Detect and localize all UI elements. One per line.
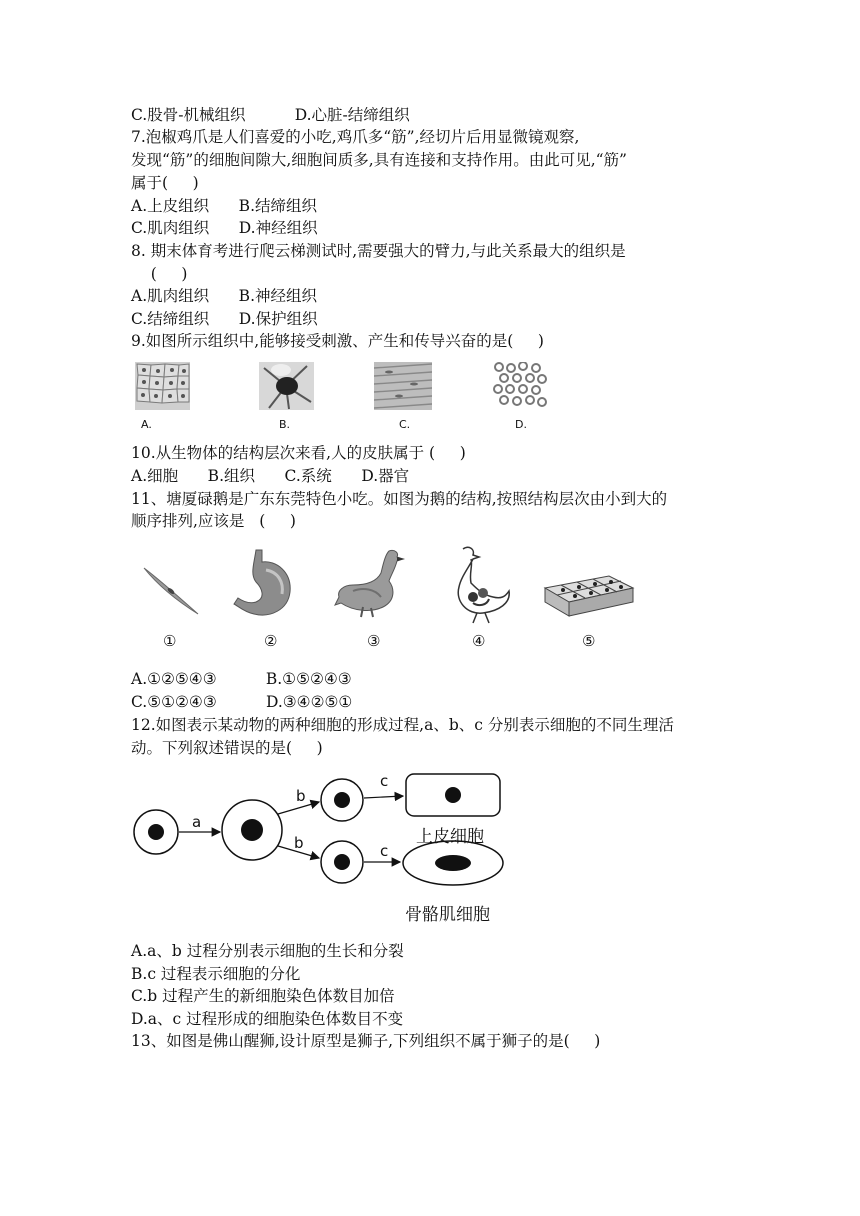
q12-label-epithelial-cell: 上皮细胞: [416, 827, 484, 847]
q7-stem-line3: 属于( ): [131, 174, 199, 192]
q12-label-skeletal-muscle-cell: 骨骼肌细胞: [405, 905, 490, 925]
q9-stem: 9.如图所示组织中,能够接受刺激、产生和传导兴奋的是( ): [131, 332, 544, 350]
q11-options-cd: C.⑤①②④③ D.③④②⑤①: [131, 693, 353, 711]
q11-options-ab: A.①②⑤④③ B.①⑤②④③: [131, 670, 352, 688]
q12-option-c: C.b 过程产生的新细胞染色体数目加倍: [131, 987, 395, 1005]
q8-stem-line2: ( ): [131, 265, 188, 283]
q12-stem-line1: 12.如图表示某动物的两种细胞的形成过程,a、b、c 分别表示细胞的不同生理活: [131, 716, 674, 734]
q9-image-muscle: [374, 362, 432, 410]
q12-option-d: D.a、c 过程形成的细胞染色体数目不变: [131, 1010, 404, 1028]
q11-image-goose: [333, 545, 407, 619]
q8-stem-line1: 8. 期末体育考进行爬云梯测试时,需要强大的臂力,与此关系最大的组织是: [131, 242, 626, 260]
q6-options-cd: C.股骨-机械组织 D.心脏-结缔组织: [131, 106, 410, 124]
q12-arrow-label-c2: c: [380, 842, 389, 860]
q7-options-ab: A.上皮组织 B.结缔组织: [131, 197, 318, 215]
q12-option-a: A.a、b 过程分别表示细胞的生长和分裂: [131, 942, 404, 960]
q10-stem: 10.从生物体的结构层次来看,人的皮肤属于 ( ): [131, 444, 466, 462]
q11-number-3: ③: [367, 632, 381, 650]
q12-stem-line2: 动。下列叙述错误的是( ): [131, 739, 323, 757]
q9-caption-c: C.: [399, 418, 411, 431]
q8-options-ab: A.肌肉组织 B.神经组织: [131, 287, 318, 305]
q11-image-goose-organs: [443, 543, 513, 625]
q12-option-b: B.c 过程表示细胞的分化: [131, 965, 301, 983]
q8-options-cd: C.结缔组织 D.保护组织: [131, 310, 318, 328]
q12-arrow-label-a: a: [192, 813, 202, 831]
q11-image-epithelium-block: [543, 568, 635, 618]
q9-image-neuron: [259, 362, 314, 410]
q11-number-5: ⑤: [582, 632, 596, 650]
q7-stem-line1: 7.泡椒鸡爪是人们喜爱的小吃,鸡爪多“筋”,经切片后用显微镜观察,: [131, 128, 580, 146]
q12-arrow-label-b2: b: [294, 834, 304, 852]
q9-caption-a: A.: [141, 418, 152, 431]
q9-caption-b: B.: [279, 418, 291, 431]
q11-number-2: ②: [264, 632, 278, 650]
q11-stem-line1: 11、塘厦碌鹅是广东东莞特色小吃。如图为鹅的结构,按照结构层次由小到大的: [131, 490, 668, 508]
q11-image-muscle-cell: [140, 562, 202, 618]
q7-stem-line2: 发现“筋”的细胞间隙大,细胞间质多,具有连接和支持作用。由此可见,“筋”: [131, 151, 627, 169]
q7-options-cd: C.肌肉组织 D.神经组织: [131, 219, 318, 237]
q10-options: A.细胞 B.组织 C.系统 D.器官: [131, 467, 410, 485]
q9-caption-d: D.: [515, 418, 527, 431]
q13-stem: 13、如图是佛山醒狮,设计原型是狮子,下列组织不属于狮子的是( ): [131, 1032, 601, 1050]
q11-number-1: ①: [163, 632, 177, 650]
q11-stem-line2: 顺序排列,应该是 ( ): [131, 512, 296, 530]
q12-arrow-label-c1: c: [380, 772, 389, 790]
q11-number-4: ④: [472, 632, 486, 650]
q9-image-blood: [493, 362, 548, 410]
q9-image-epithelial: [135, 362, 190, 410]
q12-arrow-label-b1: b: [296, 787, 306, 805]
q11-image-stomach: [232, 548, 296, 620]
